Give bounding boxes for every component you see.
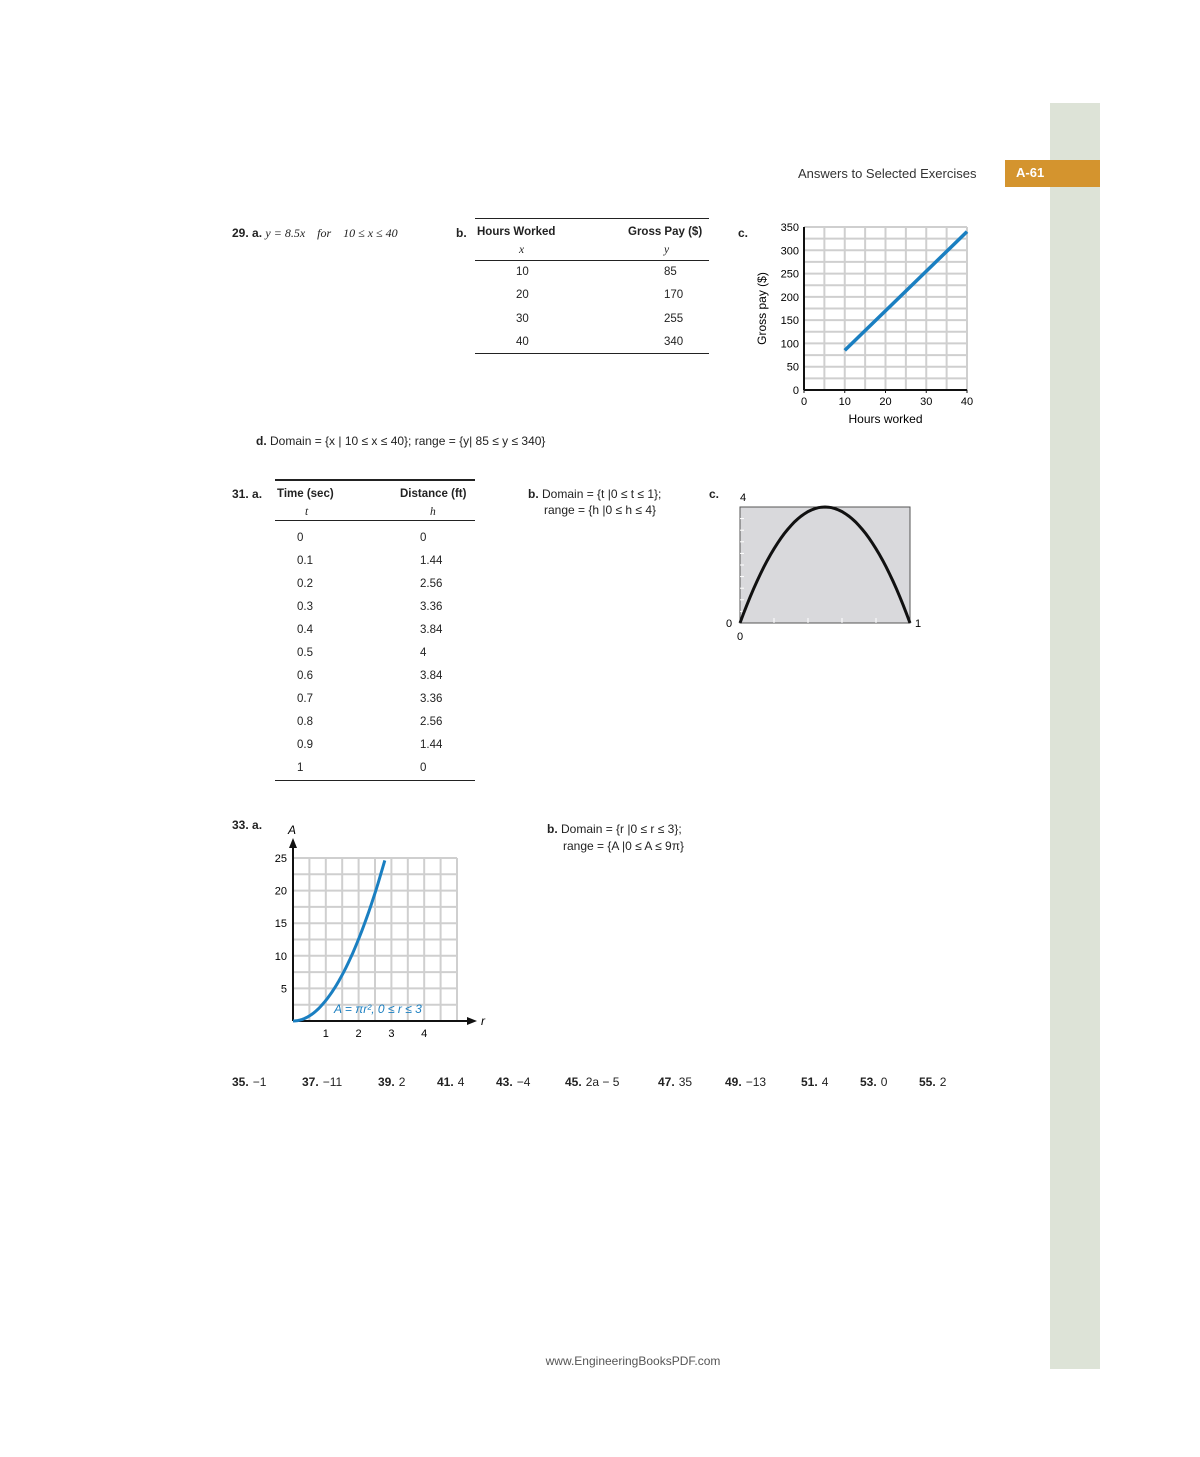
problem-29-d xyxy=(256,434,545,448)
table-cell-time: 0.4 xyxy=(297,624,313,636)
table-cell-time: 1 xyxy=(297,762,304,774)
running-header-title: Answers to Selected Exercises xyxy=(798,166,977,181)
table-var-h: h xyxy=(430,506,436,518)
table-cell-pay: 340 xyxy=(664,335,684,348)
x-tick-label: 1 xyxy=(322,1028,329,1040)
table-cell-distance: 1.44 xyxy=(420,739,443,751)
table-cell-hours: 30 xyxy=(516,312,529,325)
answer-value: 4 xyxy=(457,1075,465,1089)
answer-number: 39. xyxy=(378,1075,395,1089)
x-tick-label: 4 xyxy=(421,1028,428,1040)
answer-number: 43. xyxy=(496,1075,513,1089)
y-tick-label: 15 xyxy=(274,918,287,931)
table-cell-time: 0.3 xyxy=(297,601,313,613)
y-tick-label: 250 xyxy=(780,268,799,281)
y-tick-label: 50 xyxy=(786,361,799,374)
x-max-label: 1 xyxy=(915,618,922,630)
problem-number: 33. xyxy=(232,818,249,832)
table-header-hours: Hours Worked xyxy=(477,226,556,238)
table-header-distance: Distance (ft) xyxy=(400,488,467,500)
x-axis-label: r xyxy=(481,1014,485,1028)
table-cell-hours: 20 xyxy=(516,289,529,302)
table-cell-distance: 2.56 xyxy=(420,578,443,590)
table-cell-hours: 10 xyxy=(516,266,529,278)
table-cell-time: 0.2 xyxy=(297,578,313,590)
domain-text: Domain = {t |0 ≤ t ≤ 1}; xyxy=(542,487,662,501)
answer-value: −1 xyxy=(252,1075,267,1089)
table-cell-distance: 3.36 xyxy=(420,601,443,613)
problem-33-a xyxy=(232,818,262,832)
page-number: A-61 xyxy=(1016,165,1045,180)
table-header-rule xyxy=(275,520,475,521)
x-axis-arrow xyxy=(467,1017,477,1025)
table-cell-time: 0.1 xyxy=(297,555,313,567)
answer-value: 2 xyxy=(939,1075,947,1089)
y-tick-label: 350 xyxy=(780,222,799,234)
x-tick-label: 2 xyxy=(355,1028,362,1040)
answer-item xyxy=(658,1075,692,1089)
part-label: a. xyxy=(252,818,263,832)
answer-item xyxy=(232,1075,266,1089)
footer-url: www.EngineeringBooksPDF.com xyxy=(545,1354,721,1368)
table-cell-time: 0 xyxy=(297,532,304,544)
table-cell-pay: 85 xyxy=(664,266,677,278)
answer-number: 35. xyxy=(232,1075,249,1089)
y-tick-label: 20 xyxy=(274,885,287,898)
table-var-x: x xyxy=(519,244,525,256)
y-tick-label: 150 xyxy=(780,315,799,328)
table-cell-distance: 3.84 xyxy=(420,670,443,682)
answer-item xyxy=(801,1075,828,1089)
answer-value: 35 xyxy=(678,1075,693,1089)
table-bottom-rule xyxy=(475,353,709,354)
data-curve xyxy=(293,860,385,1021)
answer-number: 53. xyxy=(860,1075,877,1089)
answer-value: 0 xyxy=(880,1075,888,1089)
table-bottom-rule xyxy=(275,780,475,781)
answer-number: 51. xyxy=(801,1075,818,1089)
table-cell-distance: 4 xyxy=(420,647,427,659)
part-label: b. xyxy=(528,487,539,501)
answer-number: 49. xyxy=(725,1075,742,1089)
problem-number: 31. xyxy=(232,487,249,501)
answer-value: 4 xyxy=(821,1075,829,1089)
table-cell-time: 0.9 xyxy=(297,739,313,751)
chart-area-circle xyxy=(270,815,500,1045)
y-tick-label: 200 xyxy=(780,291,799,304)
answer-value: −13 xyxy=(745,1075,767,1089)
y-tick-label: 300 xyxy=(780,245,799,258)
answer-number: 41. xyxy=(437,1075,454,1089)
x-tick-label: 10 xyxy=(838,396,851,408)
answer-item xyxy=(302,1075,342,1089)
table-cell-hours: 40 xyxy=(516,335,529,348)
answer-number: 55. xyxy=(919,1075,936,1089)
chart-gross-pay xyxy=(750,215,990,430)
table-top-rule xyxy=(275,479,475,481)
table-cell-distance: 1.44 xyxy=(420,555,443,567)
y-min-label: 0 xyxy=(726,618,733,630)
answer-item xyxy=(496,1075,530,1089)
problem-29-a xyxy=(232,226,398,241)
table-top-rule xyxy=(475,218,709,219)
answer-item xyxy=(860,1075,887,1089)
answer-item xyxy=(437,1075,464,1089)
y-tick-label: 5 xyxy=(280,983,287,996)
answer-value: 2a − 5 xyxy=(585,1075,620,1089)
y-max-label: 4 xyxy=(740,492,747,504)
table-cell-distance: 3.36 xyxy=(420,693,443,705)
answer-value: −11 xyxy=(322,1075,343,1089)
y-axis-label: Gross pay ($) xyxy=(755,272,769,345)
answer-number: 47. xyxy=(658,1075,675,1089)
side-margin-strip xyxy=(1050,103,1100,1369)
x-tick-label: 40 xyxy=(960,396,974,408)
table-cell-time: 0.7 xyxy=(297,693,313,705)
part-label: b. xyxy=(456,226,467,240)
table-header-time: Time (sec) xyxy=(277,488,334,500)
table-cell-time: 0.6 xyxy=(297,670,313,682)
table-header-pay: Gross Pay ($) xyxy=(628,226,703,238)
table-cell-pay: 255 xyxy=(664,312,684,325)
part-label: a. xyxy=(252,226,263,240)
y-axis-arrow xyxy=(289,838,297,848)
table-cell-time: 0.5 xyxy=(297,647,313,659)
y-tick-label: 100 xyxy=(780,338,799,351)
table-var-y: y xyxy=(664,244,670,256)
table-cell-distance: 0 xyxy=(420,532,427,544)
y-tick-label: 25 xyxy=(274,853,287,865)
x-tick-label: 0 xyxy=(800,396,808,408)
x-tick-label: 20 xyxy=(879,396,892,408)
answer-item xyxy=(378,1075,405,1089)
part-label: b. xyxy=(547,822,558,836)
answer-item xyxy=(919,1075,946,1089)
x-tick-label: 30 xyxy=(920,396,933,408)
domain-text: Domain = {r |0 ≤ r ≤ 3}; xyxy=(561,822,682,836)
table-cell-distance: 0 xyxy=(420,762,427,774)
range-text: range = {h |0 ≤ h ≤ 4} xyxy=(544,503,657,517)
table-var-t: t xyxy=(305,506,309,518)
y-tick-label: 0 xyxy=(792,385,799,397)
curve-annotation: A = πr², 0 ≤ r ≤ 3 xyxy=(334,1001,422,1016)
answer-text: Domain = {x | 10 ≤ x ≤ 40}; range = {y| 85 ≤ y ≤ 340} xyxy=(270,434,546,448)
y-tick-label: 10 xyxy=(274,950,287,963)
x-tick-label: 3 xyxy=(388,1028,395,1040)
answer-number: 45. xyxy=(565,1075,582,1089)
answer-value: −4 xyxy=(516,1075,531,1089)
chart-height-parabola xyxy=(720,485,930,645)
problem-31-b xyxy=(528,487,661,501)
part-label: c. xyxy=(738,226,749,240)
part-label: a. xyxy=(252,487,263,501)
problem-31-a xyxy=(232,487,262,501)
table-cell-distance: 2.56 xyxy=(420,716,443,728)
table-header-rule xyxy=(475,260,709,261)
answer-text: y = 8.5x for 10 ≤ x ≤ 40 xyxy=(265,226,398,240)
table-cell-time: 0.8 xyxy=(297,716,313,728)
part-label: c. xyxy=(709,487,720,501)
x-min-label: 0 xyxy=(737,631,744,643)
table-cell-distance: 3.84 xyxy=(420,624,443,636)
range-text: range = {A |0 ≤ A ≤ 9π} xyxy=(563,839,684,853)
answer-number: 37. xyxy=(302,1075,319,1089)
answer-item xyxy=(565,1075,619,1089)
x-axis-label: Hours worked xyxy=(848,412,923,426)
problem-33-b xyxy=(547,822,682,836)
answer-value: 2 xyxy=(398,1075,406,1089)
part-label: d. xyxy=(256,434,267,448)
problem-number: 29. xyxy=(232,226,249,240)
answer-item xyxy=(725,1075,766,1089)
table-cell-pay: 170 xyxy=(664,289,684,302)
y-axis-label: A xyxy=(288,823,297,837)
